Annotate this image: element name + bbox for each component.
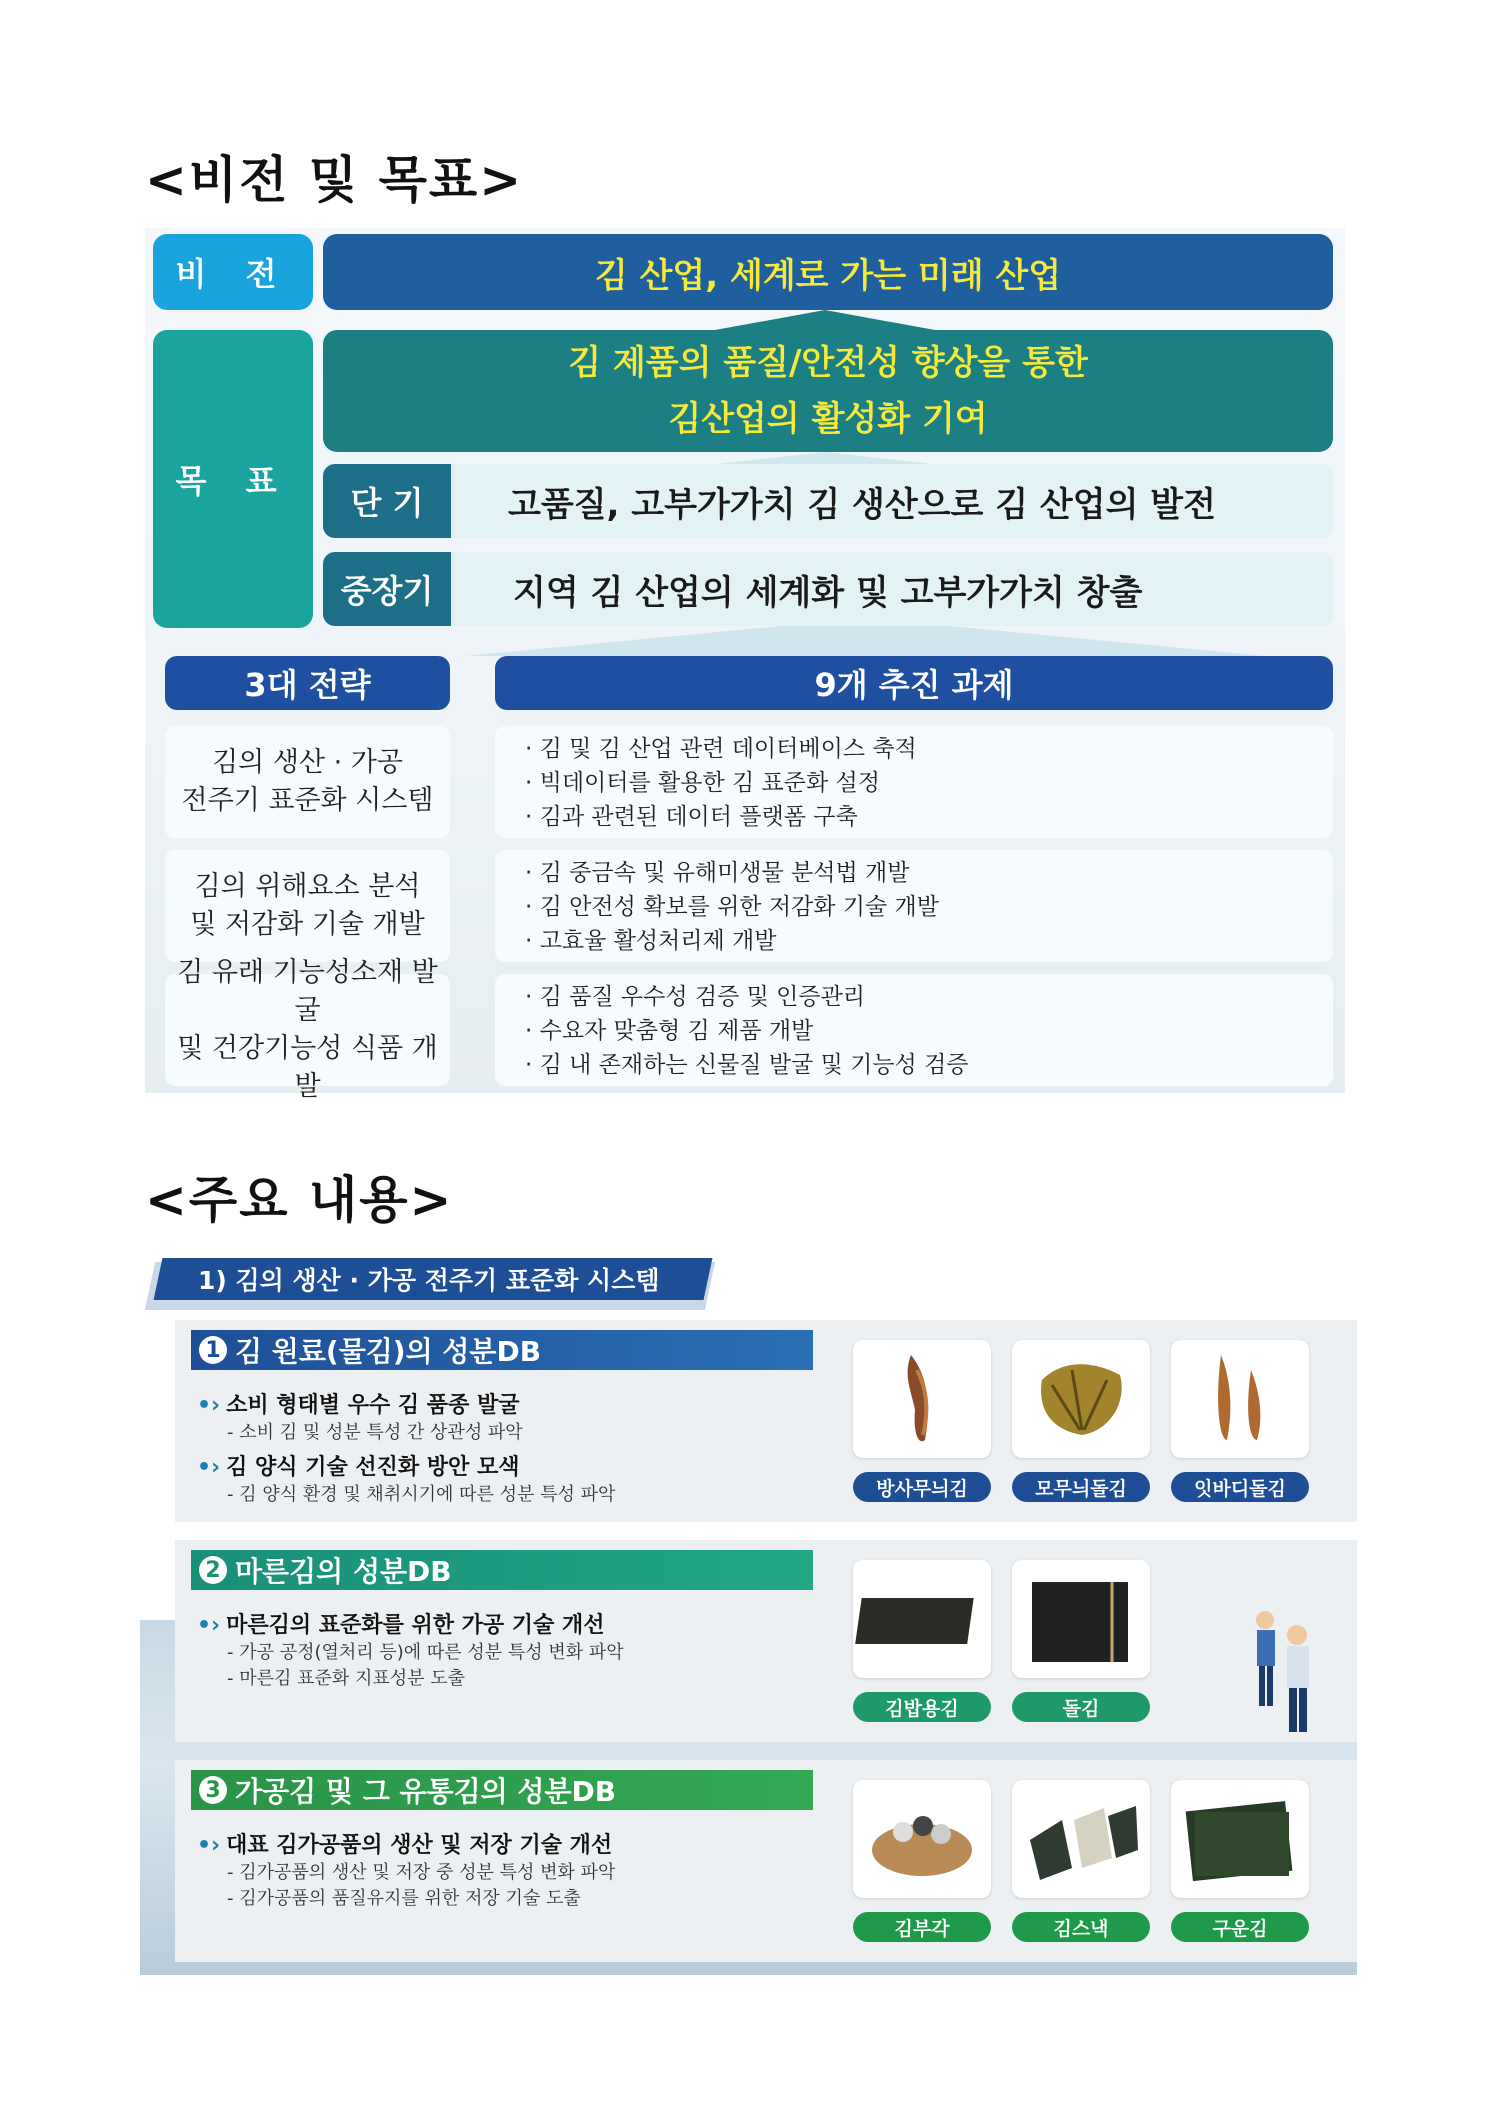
task-item: · 고효율 활성처리제 개발 [525, 928, 777, 954]
arrow-icon: •› [197, 1393, 221, 1418]
goal-banner [323, 330, 1333, 452]
short-term-row [323, 464, 1333, 538]
task-item: · 빅데이터를 활용한 김 표준화 설정 [525, 770, 880, 796]
arrow-icon: •› [197, 1455, 221, 1480]
strategy-3 [165, 957, 450, 1102]
laver-image [853, 1780, 991, 1898]
strategy-2 [165, 850, 450, 962]
image-label: 김스낵 [1012, 1912, 1150, 1942]
bullet-sub: - 마른김 표준화 지표성분 도출 [227, 1668, 466, 1689]
panel-2-title-text: 마른김의 성분DB [235, 1555, 452, 1588]
laver-image [1012, 1560, 1150, 1678]
task-item: · 김 중금속 및 유해미생물 분석법 개발 [525, 860, 910, 886]
laver-photo-icon [853, 1340, 991, 1458]
bullet-sub: - 김가공품의 품질유지를 위한 저장 기술 도출 [227, 1888, 581, 1909]
strategy-1-line2: 전주기 표준화 시스템 [181, 785, 434, 816]
task-item: · 수요자 맞춤형 김 제품 개발 [525, 1018, 814, 1044]
strategy-3-line1: 김 유래 기능성소재 발굴 [177, 957, 438, 1026]
panel-raw-laver [175, 1320, 1357, 1522]
mid-long-term-text: 지역 김 산업의 세계화 및 고부가가치 창출 [513, 572, 1143, 613]
strategy-2-line1: 김의 위해요소 분석 [194, 871, 421, 902]
goal-line-2: 김산업의 활성화 기여 [668, 399, 988, 439]
task-item: · 김 안전성 확보를 위한 저감화 기술 개발 [525, 894, 939, 920]
image-label: 김부각 [853, 1912, 991, 1942]
panel-3-title [191, 1770, 813, 1810]
laver-image [853, 1340, 991, 1458]
panel-processed-laver [175, 1760, 1357, 1962]
bullet-heading: •› 마른김의 표준화를 위한 가공 기술 개선 [197, 1613, 605, 1638]
dried-laver-icon [853, 1560, 991, 1678]
panel-1-title [191, 1330, 813, 1370]
image-label: 김밥용김 [853, 1692, 991, 1722]
vision-goal-diagram [145, 228, 1345, 1102]
laver-image [1171, 1340, 1309, 1458]
vision-label: 비 전 [153, 234, 313, 310]
laver-image [1171, 1780, 1309, 1898]
panel-1-title-text: 김 원료(물김)의 성분DB [235, 1335, 542, 1368]
people-illustration-icon [1235, 1580, 1345, 1740]
mid-long-term-tag: 중장기 [323, 552, 451, 626]
strategy-2-line2: 및 저감화 기술 개발 [190, 909, 425, 940]
laver-photo-icon [1012, 1340, 1150, 1458]
laver-chips-icon [853, 1780, 991, 1898]
goal-label: 목 표 [153, 330, 313, 628]
bullet-heading: •› 대표 김가공품의 생산 및 저장 기술 개선 [197, 1833, 613, 1858]
section-title-vision: <비전 및 목표> [145, 151, 524, 209]
laver-image [1012, 1780, 1150, 1898]
image-label: 모무늬돌김 [1012, 1472, 1150, 1502]
panel-dried-laver [175, 1540, 1357, 1742]
laver-image [853, 1560, 991, 1678]
short-term-text: 고품질, 고부가가치 김 생산으로 김 산업의 발전 [508, 484, 1216, 525]
bullet-sub: - 김가공품의 생산 및 저장 중 성분 특성 변화 파악 [227, 1862, 616, 1883]
strategy-header: 3대 전략 [165, 656, 450, 710]
strategy-1 [165, 726, 450, 838]
laver-snack-icon [1012, 1780, 1150, 1898]
laver-image [1012, 1340, 1150, 1458]
number-badge: 1 [199, 1336, 227, 1364]
image-label: 구운김 [1171, 1912, 1309, 1942]
task-item: · 김 및 김 산업 관련 데이터베이스 축적 [525, 736, 917, 762]
task-item: · 김 품질 우수성 검증 및 인증관리 [525, 984, 866, 1010]
task-item: · 김 내 존재하는 신물질 발굴 및 기능성 검증 [525, 1052, 969, 1078]
image-label: 방사무늬김 [853, 1472, 991, 1502]
tasks-2 [495, 850, 1333, 962]
panel-3-title-text: 가공김 및 그 유통김의 성분DB [235, 1775, 617, 1808]
number-badge: 3 [199, 1776, 227, 1804]
section-banner-text: 1) 김의 생산 · 가공 전주기 표준화 시스템 [198, 1266, 660, 1295]
mid-long-term-row [323, 552, 1333, 626]
strategy-3-line2: 및 건강기능성 식품 개발 [177, 1033, 438, 1102]
bullet-heading: •› 소비 형태별 우수 김 품종 발굴 [197, 1393, 520, 1418]
panel-2-title [191, 1550, 813, 1590]
bullet-heading: •› 김 양식 기술 선진화 방안 모색 [197, 1455, 520, 1480]
bullet-sub: - 가공 공정(열처리 등)에 따른 성분 특성 변화 파악 [227, 1642, 624, 1663]
image-label: 잇바디돌김 [1171, 1472, 1309, 1502]
task-item: · 김과 관련된 데이터 플랫폼 구축 [525, 804, 858, 830]
vision-text: 김 산업, 세계로 가는 미래 산업 [323, 234, 1333, 310]
tasks-1 [495, 726, 1333, 838]
short-term-tag: 단 기 [323, 464, 451, 538]
tasks-header: 9개 추진 과제 [495, 656, 1333, 710]
tasks-3 [495, 974, 1333, 1086]
strategy-1-line1: 김의 생산 · 가공 [212, 747, 403, 778]
number-badge: 2 [199, 1556, 227, 1584]
roasted-laver-icon [1171, 1780, 1309, 1898]
bullet-sub: - 김 양식 환경 및 채취시기에 따른 성분 특성 파악 [227, 1484, 616, 1505]
image-label: 돌김 [1012, 1692, 1150, 1722]
laver-photo-icon [1171, 1340, 1309, 1458]
arrow-icon: •› [197, 1613, 221, 1638]
arrow-decoration [715, 310, 935, 330]
bullet-sub: - 소비 김 및 성분 특성 간 상관성 파악 [227, 1422, 523, 1443]
section-title-main: <주요 내용> [145, 1171, 454, 1229]
goal-line-1: 김 제품의 품질/안전성 향상을 통한 [568, 343, 1088, 383]
dried-laver-icon [1012, 1560, 1150, 1678]
arrow-icon: •› [197, 1833, 221, 1858]
